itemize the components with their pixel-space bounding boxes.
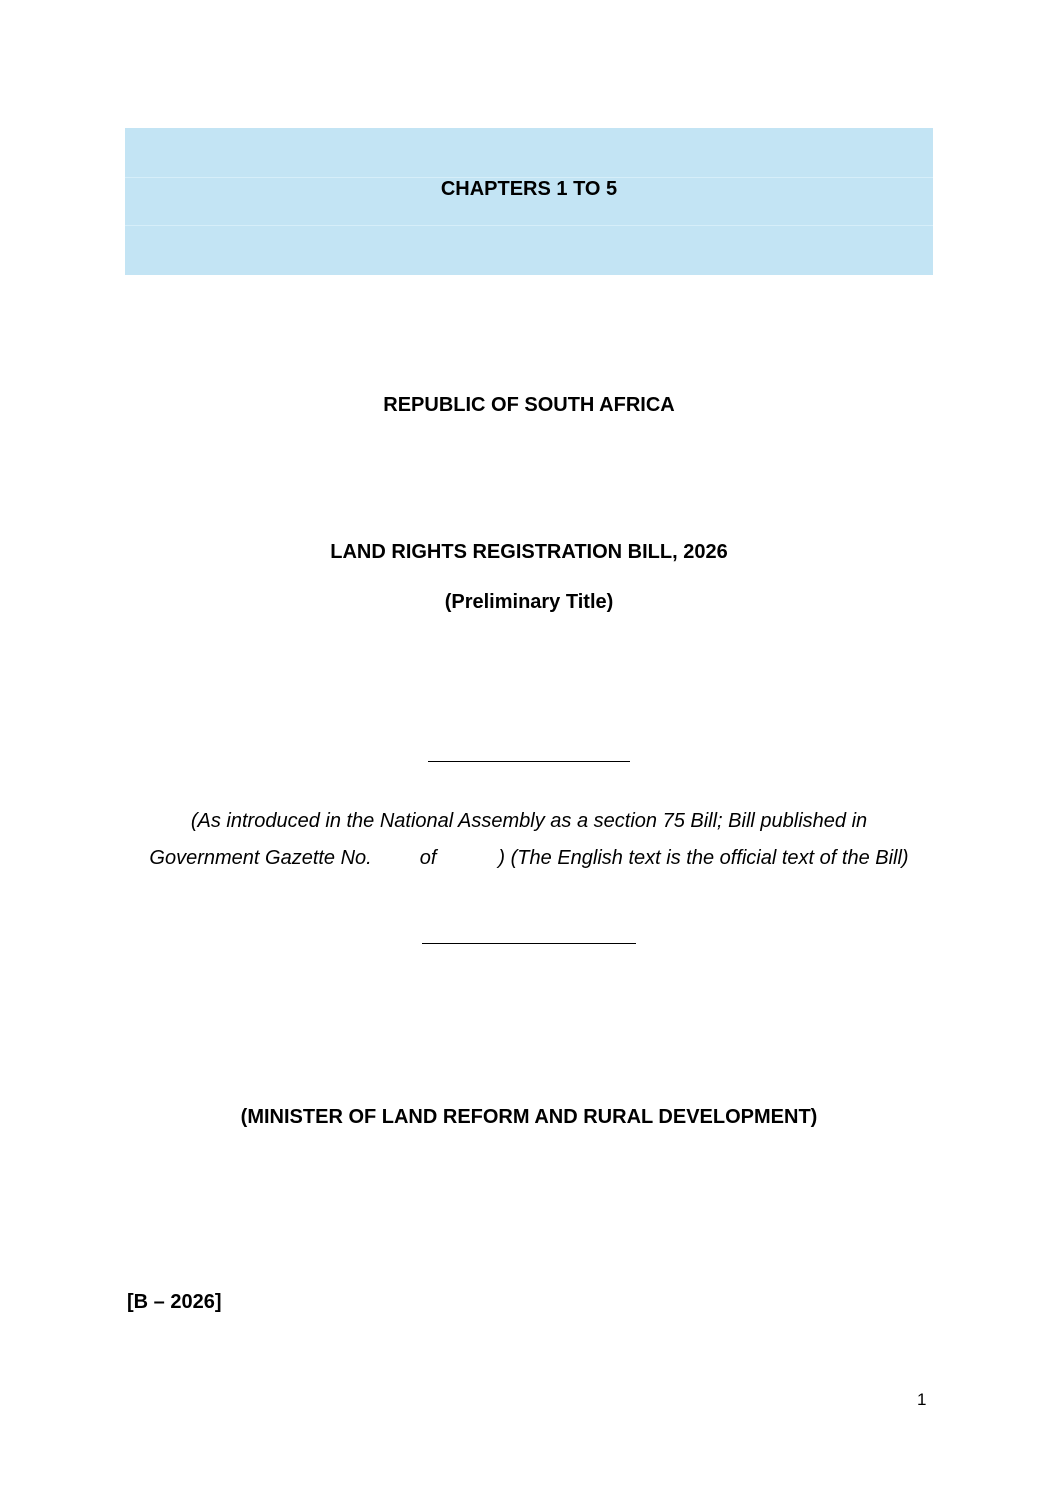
page-number: 1 [917,1390,927,1409]
chapters-title: CHAPTERS 1 TO 5 [440,178,618,200]
bill-reference: [B – 2026] [127,1291,222,1313]
intro-text-of: of [419,847,437,869]
minister-heading: (MINISTER OF LAND REFORM AND RURAL DEVELOPMENT) [240,1106,818,1128]
bill-subtitle: (Preliminary Title) [444,591,614,613]
chapters-banner [125,128,933,275]
separator-top [428,761,630,762]
introduction-note [140,803,918,877]
bill-title: LAND RIGHTS REGISTRATION BILL, 2026 [330,541,728,563]
intro-text-gazette: (As introduced in the National Assembly as a section 75 Bill; Bill published in Government Gazette No. [149,810,868,869]
intro-text-official: ) (The English text is the official text of the Bill) [498,847,909,869]
country-heading: REPUBLIC OF SOUTH AFRICA [383,394,675,416]
banner-divider [125,225,933,226]
separator-bottom [422,943,636,944]
